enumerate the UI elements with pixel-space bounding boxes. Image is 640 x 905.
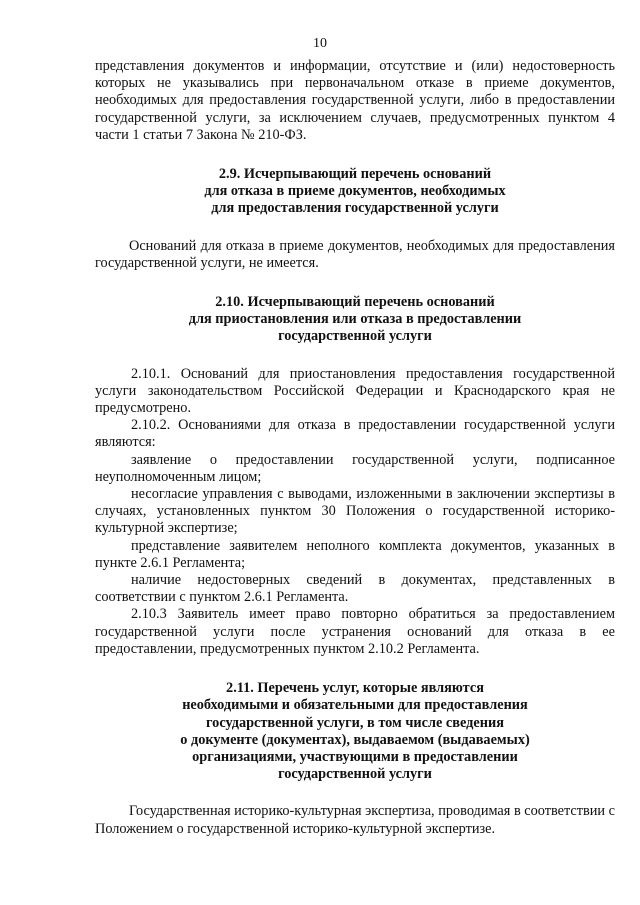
section-2-11-heading-line-2: необходимыми и обязательными для предоставления (182, 697, 528, 714)
paragraph-2-11-text: Государственная историко-культурная экспертиза, проводимая в соответствии с Положением о государственной историко-культурной экспертизе. (95, 803, 615, 837)
list-item-ground-2: несогласие управления с выводами, изложенными в заключении экспертизы в случаях, установленных пунктом 30 Положения о государственной историко-культурной экспертизе; (95, 486, 615, 537)
paragraph-2-10-1: 2.10.1. Оснований для приостановления предоставления государственной услуги законодательством Российской Федерации и Краснодарского края не предусмотрено. (95, 365, 615, 417)
section-2-10-heading-line-3: государственной услуги (278, 328, 432, 345)
section-2-11-heading-line-1: 2.11. Перечень услуг, которые являются (226, 680, 484, 697)
page-content (95, 58, 615, 838)
section-2-11-heading-line-6: государственной услуги (278, 766, 432, 783)
list-item-ground-1: заявление о предоставлении государственной услуги, подписанное неуполномоченным лицом; (95, 451, 615, 485)
section-2-10-heading-line-2: для приостановления или отказа в предоставлении (188, 311, 522, 328)
paragraph-2-10-3: 2.10.3 Заявитель имеет право повторно обратиться за предоставлением государственной услуги после устранения оснований для отказа в ее предоставлении, предусмотренных пунктом 2.10.2 Регламента. (95, 606, 615, 657)
section-2-11-heading-line-5: организациями, участвующими в предоставлении (192, 748, 518, 765)
list-item-ground-4: наличие недостоверных сведений в документах, представленных в соответствии с пунктом 2.6.1 Регламента. (95, 572, 615, 606)
section-2-10-heading-line-1: 2.10. Исчерпывающий перечень оснований (215, 294, 495, 311)
paragraph-continuation: представления документов и информации, отсутствие и (или) недостоверность которых не указывались при первоначальном отказе в приеме документов, необходимых для предоставления государственной услуги, либо в предоставлении государственной услуги, за исключением случаев, предусмотренных пунктом 4 части 1 статьи 7 Закона № 210-ФЗ. (95, 58, 615, 143)
paragraph-2-9-text: Оснований для отказа в приеме документов, необходимых для предоставления государственной услуги, не имеется. (95, 237, 615, 271)
section-2-9-heading-line-3: для предоставления государственной услуги (211, 200, 499, 217)
list-item-ground-3: представление заявителем неполного комплекта документов, указанных в пункте 2.6.1 Регламента; (95, 537, 615, 571)
section-2-9-heading-line-1: 2.9. Исчерпывающий перечень оснований (218, 166, 492, 183)
section-2-11-heading-line-4: о документе (документах), выдаваемом (выдаваемых) (180, 731, 530, 748)
paragraph-2-10-2: 2.10.2. Основаниями для отказа в предоставлении государственной услуги являются: (95, 417, 615, 451)
page-number: 10 (313, 36, 327, 51)
section-2-9-heading-line-2: для отказа в приеме документов, необходимых (204, 183, 506, 200)
section-2-11-heading-line-3: государственной услуги, в том числе сведения (206, 714, 504, 731)
